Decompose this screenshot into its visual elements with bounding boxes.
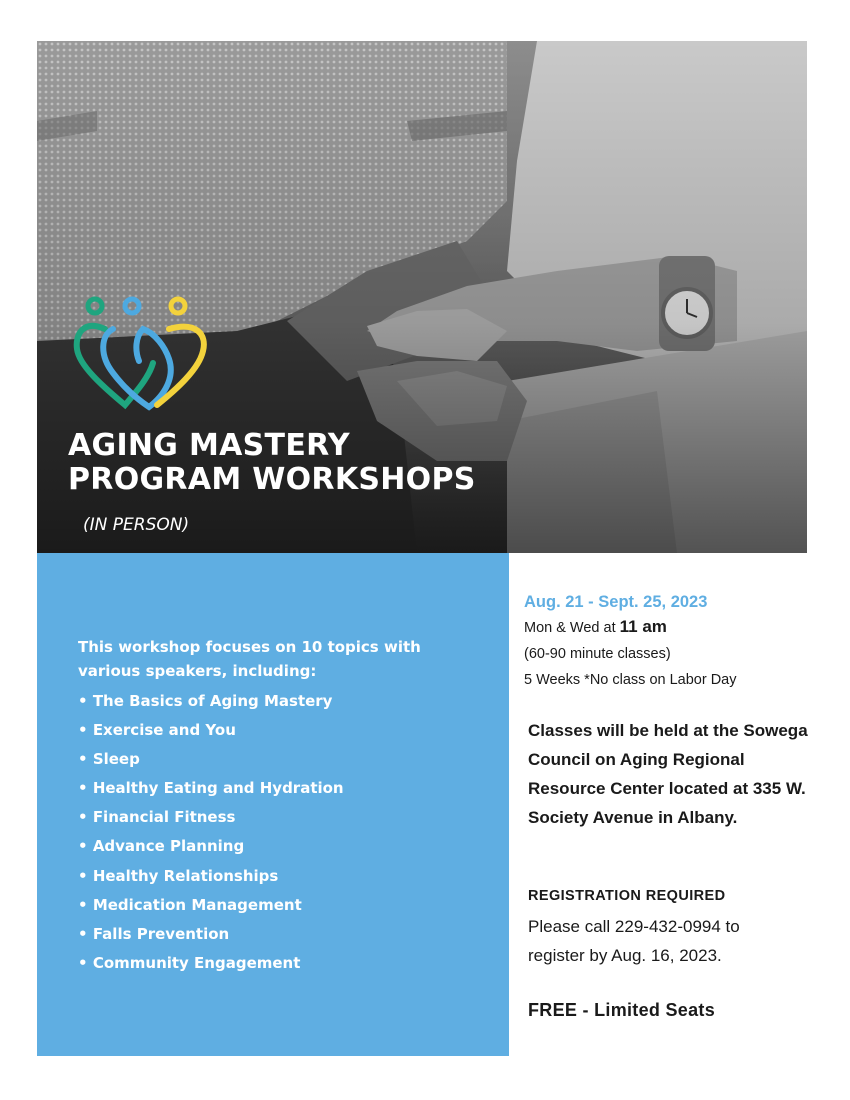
- hero-photo-banner: [37, 41, 807, 553]
- topics-intro: This workshop focuses on 10 topics with various speakers, including:: [78, 638, 421, 680]
- title-line-1: AGING MASTERY: [68, 428, 350, 463]
- schedule-block: [524, 590, 814, 693]
- class-days-prefix: Mon & Wed at: [524, 620, 620, 636]
- topic-item: • Financial Fitness: [78, 803, 344, 832]
- registration-heading: REGISTRATION REQUIRED: [528, 888, 726, 904]
- topics-panel: [37, 553, 509, 1056]
- class-duration: (60-90 minute classes): [524, 646, 671, 662]
- free-limited-seats: FREE - Limited Seats: [528, 1000, 716, 1020]
- three-people-hearts-logo-icon: [73, 295, 209, 411]
- topic-item: • Falls Prevention: [78, 920, 344, 949]
- title-subtitle: (IN PERSON): [83, 515, 190, 535]
- topics-list: [78, 687, 344, 978]
- topic-item: • Medication Management: [78, 891, 344, 920]
- topic-item: • Sleep: [78, 745, 344, 774]
- class-days: [524, 614, 814, 641]
- page-title: [68, 429, 476, 497]
- location-info: Classes will be held at the Sowega Council on Aging Regional Resource Center located at 335 W. Society Avenue in Albany.: [528, 721, 808, 827]
- class-time: 11 am: [619, 617, 667, 636]
- topic-item: • The Basics of Aging Mastery: [78, 687, 344, 716]
- topic-item: • Advance Planning: [78, 832, 344, 861]
- title-line-2: PROGRAM WORKSHOPS: [68, 462, 476, 497]
- topic-item: • Healthy Relationships: [78, 862, 344, 891]
- topic-item: • Healthy Eating and Hydration: [78, 774, 344, 803]
- registration-info: Please call 229-432-0994 to register by Aug. 16, 2023.: [528, 917, 740, 965]
- workshop-dates: Aug. 21 - Sept. 25, 2023: [524, 593, 708, 611]
- topic-item: • Exercise and You: [78, 716, 344, 745]
- class-weeks: 5 Weeks *No class on Labor Day: [524, 672, 737, 688]
- topic-item: • Community Engagement: [78, 949, 344, 978]
